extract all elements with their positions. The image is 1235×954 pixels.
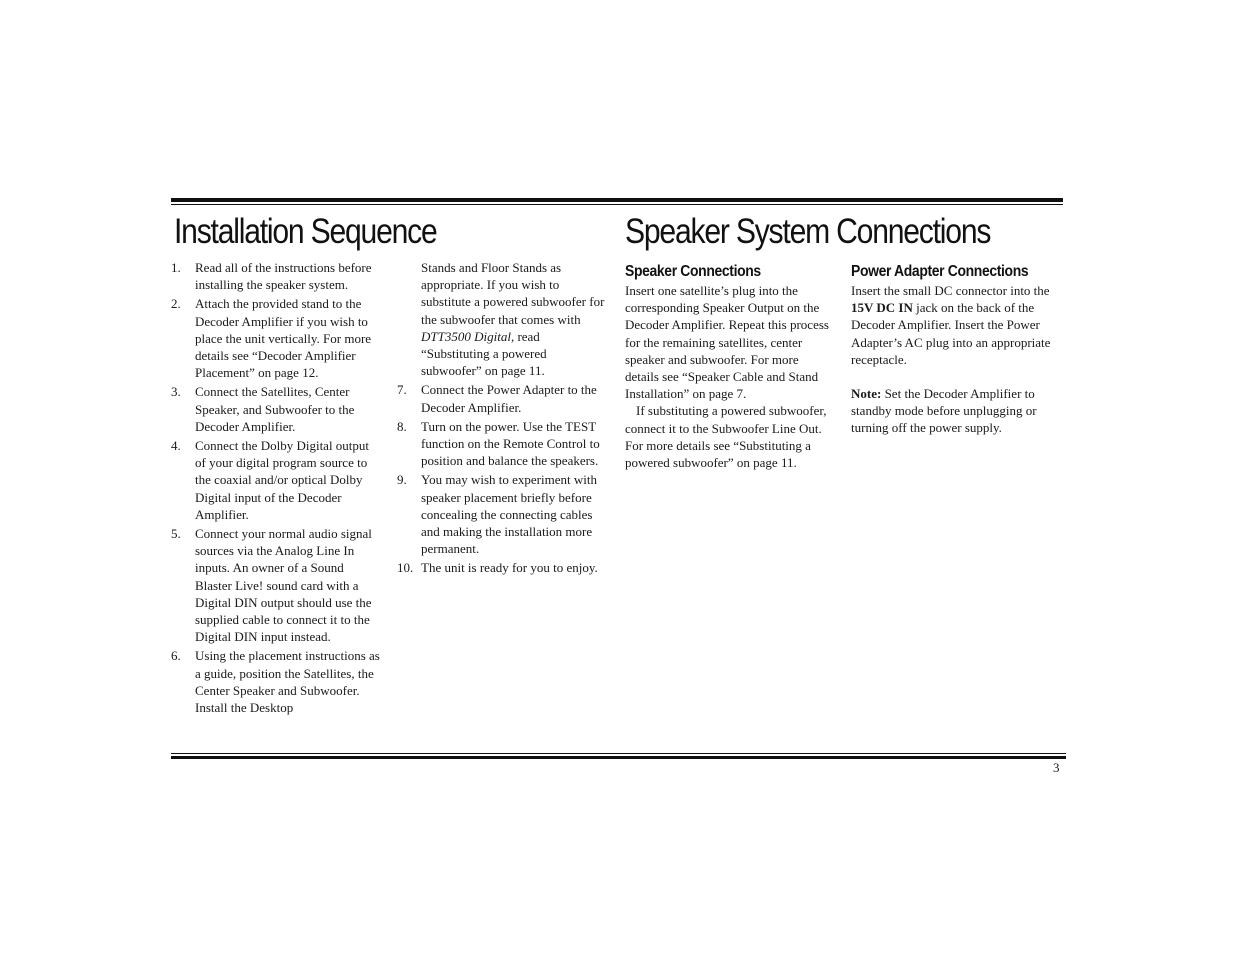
list-item	[397, 381, 609, 415]
step-text: Using the placement instructions as a guide, position the Satellites, the Center Speaker and Subwoofer. Install the Desktop	[195, 648, 380, 716]
list-item	[397, 471, 609, 557]
list-item	[171, 437, 383, 523]
step-number: 10.	[397, 560, 414, 576]
step-text: You may wish to experiment with speaker placement briefly before concealing the connecting cables and making the installation more permanent.	[421, 472, 597, 557]
power-adapter-paragraph	[851, 282, 1061, 368]
product-name: DTT3500 Digital	[421, 328, 511, 344]
step-number: 4.	[171, 438, 181, 454]
power-adapter-heading: Power Adapter Connections	[851, 263, 1029, 280]
step-text: Stands and Floor Stands as appropriate. If you wish to substitute a powered subwoofer for the subwoofer that comes with	[421, 260, 605, 327]
step-number: 1.	[171, 260, 181, 275]
installation-column-1	[171, 259, 383, 718]
speaker-system-connections-title: Speaker System Connections	[625, 212, 991, 251]
list-item	[171, 383, 383, 435]
top-rule-thick	[171, 198, 1063, 202]
power-adapter-column	[851, 262, 1061, 437]
step-text: The unit is ready for you to enjoy.	[421, 560, 598, 576]
list-item	[171, 525, 383, 645]
step-number: 3.	[171, 384, 181, 400]
step-text: Connect your normal audio signal sources via the Analog Line In inputs. An owner of a Sound Blaster Live! sound card with a Digital DIN output should use the supplied cable to connect it to the Digital DIN input instead.	[195, 526, 372, 645]
list-item	[171, 647, 383, 716]
paragraph-text: jack on the back of the Decoder Amplifier. Insert the Power Adapter’s AC plug into an appropriate receptacle.	[851, 300, 1051, 367]
page-number: 3	[1053, 760, 1060, 775]
subwoofer-paragraph: If substituting a powered subwoofer, connect it to the Subwoofer Line Out. For more details see “Substituting a powered subwoofer” on page 11.	[625, 403, 827, 471]
installation-column-2	[397, 259, 609, 579]
step-text: Attach the provided stand to the Decoder Amplifier if you wish to place the unit vertically. For more details see “Decoder Amplifier Placement” on page 12.	[195, 296, 372, 381]
step-number: 7.	[397, 382, 407, 398]
paragraph-text: Insert the small DC connector into the	[851, 283, 1050, 298]
step-text: Read all of the instructions before installing the speaker system.	[195, 260, 372, 293]
bottom-rule-thick	[171, 756, 1066, 759]
step-text: , read “Substituting a powered subwoofer” on page 11.	[421, 328, 547, 379]
speaker-connections-paragraph: Insert one satellite’s plug into the corresponding Speaker Output on the Decoder Amplifier. Repeat this process for the remaining satellites, center speaker and subwoofer. For more details see “Speaker Cable and Stand Installation” on page 7.	[625, 283, 829, 402]
step-number: 9.	[397, 472, 407, 488]
note-text: Set the Decoder Amplifier to standby mode before unplugging or turning off the power supply.	[851, 386, 1037, 436]
speaker-connections-heading: Speaker Connections	[625, 263, 761, 280]
speaker-connections-column	[625, 262, 833, 471]
bottom-rule-thin	[171, 753, 1066, 754]
note-label: Note:	[851, 386, 882, 402]
jack-label: 15V DC IN	[851, 300, 913, 316]
list-item	[171, 259, 383, 293]
list-item	[397, 418, 609, 470]
step-number: 6.	[171, 648, 181, 664]
installation-sequence-title: Installation Sequence	[174, 212, 437, 251]
step-text: Connect the Dolby Digital output of your digital program source to the coaxial and/or optical Dolby Digital input of the Decoder Amplifier.	[195, 438, 370, 522]
step-text: Connect the Satellites, Center Speaker, and Subwoofer to the Decoder Amplifier.	[195, 384, 355, 434]
step-text: Turn on the power. Use the TEST function on the Remote Control to position and balance the speakers.	[421, 418, 600, 469]
step-number: 5.	[171, 526, 181, 542]
step-text: Connect the Power Adapter to the Decoder Amplifier.	[421, 382, 597, 415]
step-number: 8.	[397, 418, 407, 434]
top-rule-thin	[171, 204, 1063, 205]
step-number: 2.	[171, 296, 181, 312]
list-item	[397, 559, 609, 576]
list-item	[171, 295, 383, 381]
note-paragraph	[851, 385, 1061, 437]
list-item-continued	[397, 259, 609, 379]
